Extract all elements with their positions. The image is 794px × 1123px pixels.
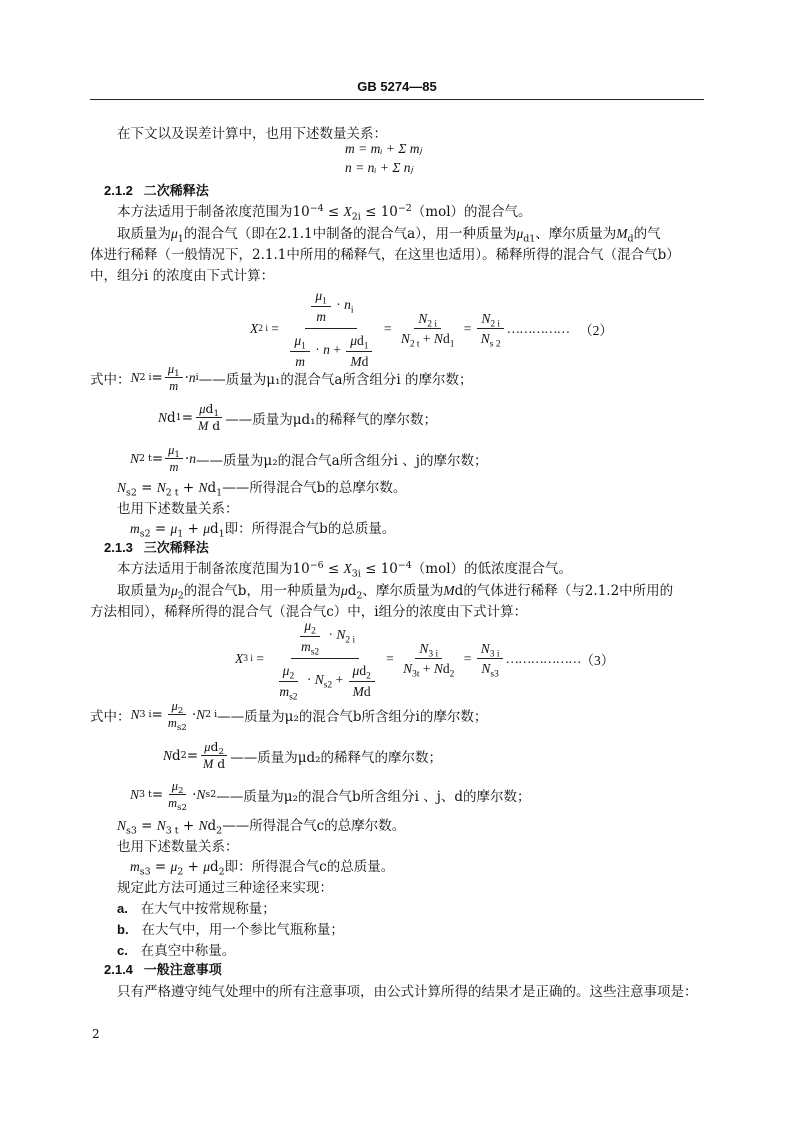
equation-3: X 3 i = $\frac{\mu_2}{m_{s2}}$ · $N_{2 i}$ $\frac{\mu_2}{m_{s2}}$ · $N_{s2}$ + $\frac{\mu d_2}{Md}$ = $\frac{N_{3 i}}{N_{3t} + Nd_2}$ = $\frac{N_{3 i}}{N_{s3}}$ ……………… （3） xyxy=(235,614,614,703)
standard-header: GB 5274—85 xyxy=(357,79,437,94)
s213-para1: 本方法适用于制备浓度范围为$10^{-6} \le X_{3i} \le 10^{-4}(mol)$的低浓度混合气。 xyxy=(117,559,573,580)
s212-also: 也用下述数量关系： xyxy=(117,501,239,517)
page-number: 2 xyxy=(92,1027,100,1041)
s213-para2: 取质量为$\mu_2$的混合气b，用一种质量为$\mu d_2$、摩尔质量为Md的气体进行稀释（与2.1.2中所用的 xyxy=(117,583,674,602)
equation-2-number: （2） xyxy=(579,322,613,338)
list-item: a. 在大气中按常规称量； xyxy=(117,901,276,917)
relation-m: m = mᵢ + Σ mⱼ xyxy=(345,141,422,156)
relation-n: n = nᵢ + Σ nⱼ xyxy=(345,160,413,175)
equation-3-number: （3） xyxy=(580,652,615,668)
list-item: c. 在真空中称量。 xyxy=(117,943,236,959)
intro-line: 在下文以及误差计算中，也用下述数量关系： xyxy=(117,126,387,142)
equation-2: X 2 i = $\frac{\mu_1}{m}$ · $n_i$ $\frac{\mu_1}{m}$ · n + $\frac{\mu d_1}{Md}$ = $\frac{N_{2 i}}{N_{2 t} + Nd_1}$ = $\frac{N_{2 i}}{N_{s 2}}$ …………… （2） xyxy=(250,284,613,373)
s213-ways-intro: 规定此方法可通过三种途径来实现： xyxy=(117,880,333,896)
section-2-1-4-heading xyxy=(104,959,222,978)
section-2-1-2-heading xyxy=(104,180,209,199)
s212-def4: $N_{s2} = N_{2 t}$ + $Nd_1——$所得混合气b的总摩尔数。 xyxy=(117,480,407,499)
s212-para2: 取质量为$\mu_1$的混合气（即在2.1.1中制备的混合气a），用一种质量为$\mu_{d1}$、摩尔质量为$M_d$的气 xyxy=(117,226,661,245)
s212-para4: 中，组分i 的浓度由下式计算： xyxy=(90,268,275,284)
s213-def3: N 3 t = $\frac{\mu_2}{m_{s2}}$ · N s2 ——质量为μ₂的混合气b所含组分i 、j、d的摩尔数； xyxy=(130,779,531,814)
list-item: b. 在大气中，用一个参比气瓶称量； xyxy=(117,922,344,938)
section-title: 三次稀释法 xyxy=(143,540,209,555)
s212-para3: 体进行稀释（一般情况下，2.1.1中所用的稀释气，在这里也适用）。稀释所得的混合气（混合气b） xyxy=(90,247,680,263)
s213-def2: N d 2 = $\frac{\mu d_2}{\text{M d}}$ ——质量为μd₂的稀释气的摩尔数； xyxy=(163,739,443,772)
section-title: 一般注意事项 xyxy=(143,962,222,977)
s213-para3: 方法相同），稀释所得的混合气（混合气c）中，i组分的浓度由下式计算： xyxy=(90,604,528,620)
s212-para1: 本方法适用于制备浓度范围为$10^{-4} \le X_{2i} \le 10^{-2}(mol)$的混合气。 xyxy=(117,202,532,223)
s213-def1: 式中： N 3 i = $\frac{\mu_2}{m_{s2}}$ · N 2 i ——质量为μ₂的混合气b所含组分i的摩尔数； xyxy=(90,699,488,734)
s212-def2: N d 1 = $\frac{\mu d_1}{\text{M d}}$ ——质量为μd₁的稀释气的摩尔数； xyxy=(158,401,438,434)
section-title: 二次稀释法 xyxy=(143,183,209,198)
s213-def4: $N_{s3} = N_{3 t}$ + $Nd_2——$所得混合气c的总摩尔数。 xyxy=(117,818,406,837)
s213-also: 也用下述数量关系： xyxy=(117,839,239,855)
section-number: 2.1.3 xyxy=(104,540,133,555)
section-number: 2.1.2 xyxy=(104,183,133,198)
s214-para1: 只有严格遵守纯气处理中的所有注意事项，由公式计算所得的结果才是正确的。这些注意事项是： xyxy=(117,984,698,1000)
section-number: 2.1.4 xyxy=(104,962,133,977)
s212-def3: N 2 t = $\frac{\mu_1}{m}$ · n ——质量为μ₂的混合气a所含组分i 、j的摩尔数； xyxy=(130,443,488,475)
section-2-1-3-heading xyxy=(104,537,209,556)
s212-def1: 式中： N 2 i = $\frac{\mu_1}{m}$ · n i ——质量为μ₁的混合气a所含组分i 的摩尔数； xyxy=(90,362,473,394)
header-rule xyxy=(90,99,704,100)
s212-mass: $m_{s2} = \mu_1 + \mu d_1$即：所得混合气b的总质量。 xyxy=(130,521,396,540)
s213-mass: $m_{s3} = \mu_2 + \mu d_2$即：所得混合气c的总质量。 xyxy=(130,859,395,878)
